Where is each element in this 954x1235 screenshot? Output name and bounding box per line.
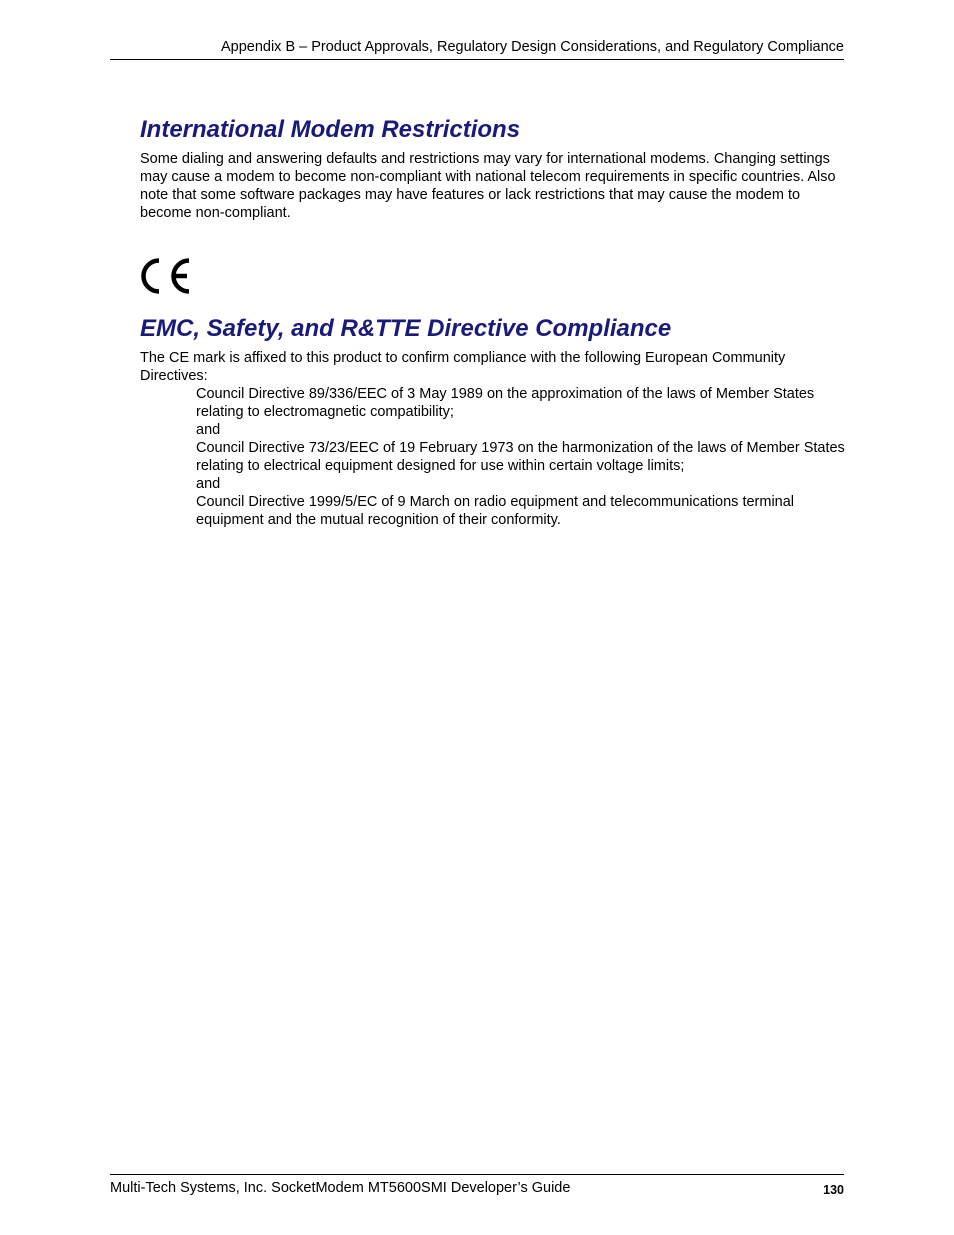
running-footer <box>110 1174 844 1197</box>
ce-mark-icon <box>139 256 193 296</box>
page-number: 130 <box>823 1183 844 1197</box>
directive-list <box>196 385 846 529</box>
directive-connector: and <box>196 422 221 438</box>
section-title-emc-compliance: EMC, Safety, and R&TTE Directive Compliance <box>140 315 672 342</box>
section-title-modem-restrictions: International Modem Restrictions <box>140 116 521 143</box>
running-header <box>110 38 844 60</box>
directive-item: Council Directive 89/336/EEC of 3 May 1989 on the approximation of the laws of Member States relating to electromagnetic compatibility; <box>196 386 815 420</box>
running-footer-text: Multi-Tech Systems, Inc. SocketModem MT5600SMI Developer’s Guide <box>110 1180 571 1196</box>
directive-connector: and <box>196 476 221 492</box>
running-header-text: Appendix B – Product Approvals, Regulatory Design Considerations, and Regulatory Compliance <box>220 39 844 55</box>
modem-restrictions-paragraph: Some dialing and answering defaults and restrictions may vary for international modems. Changing settings may cause a modem to become non-compliant with national telecom requirements in specific countries. Also note that some software packages may have features or lack restrictions that may cause the modem to become non-compliant. <box>140 151 836 221</box>
emc-intro-paragraph: The CE mark is affixed to this product to confirm compliance with the following European Community Directives: <box>140 350 786 384</box>
directive-item: Council Directive 1999/5/EC of 9 March on radio equipment and telecommunications terminal equipment and the mutual recognition of their conformity. <box>196 494 795 528</box>
directive-item: Council Directive 73/23/EEC of 19 February 1973 on the harmonization of the laws of Member States relating to electrical equipment designed for use within certain voltage limits; <box>196 440 845 474</box>
